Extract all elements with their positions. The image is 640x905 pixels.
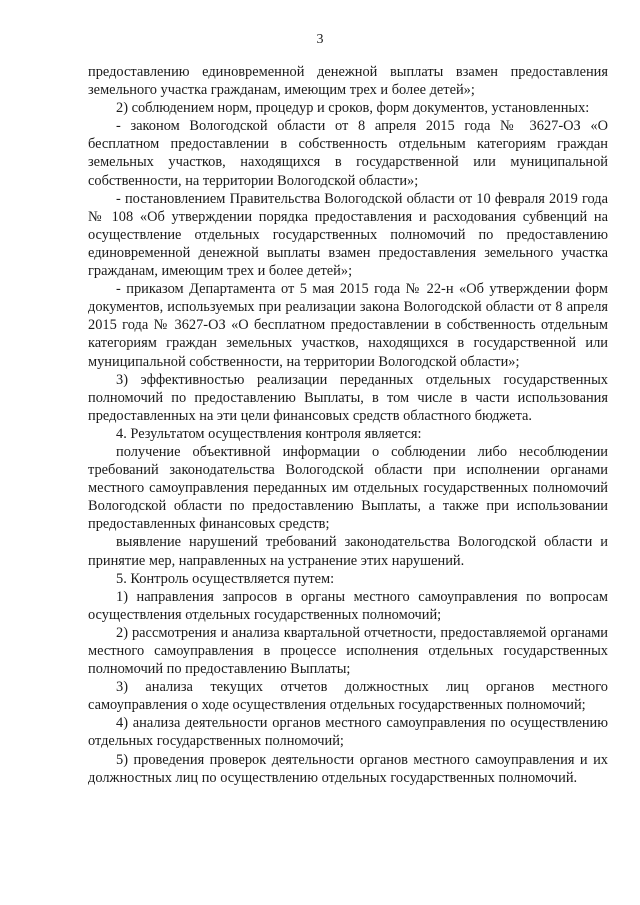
paragraph: 2) соблюдением норм, процедур и сроков, форм документов, установленных: [116, 100, 590, 117]
paragraph: - приказом Департамента от 5 мая 2015 года № 22-н «Об утверждении форм документов, используемых при реализации закона Вологодской области от 8 апреля 2015 года № 3627-ОЗ «О бесплатном предоставлении в собственность отдельным категориям граждан земельных участков, находящихся в государственной или муниципальной собственности, на территории Вологодской области»; [88, 281, 608, 370]
paragraph: 3) анализа текущих отчетов должностных лиц органов местного самоуправления о ходе осуществления отдельных государственных полномочий; [88, 679, 608, 714]
paragraph: предоставлению единовременной денежной выплаты взамен предоставления земельного участка гражданам, имеющим трех и более детей»; [88, 64, 608, 99]
paragraph: получение объективной информации о соблюдении либо несоблюдении требований законодательства Вологодской области при исполнении органами местного самоуправления переданных им отдельных государственных полномочий Вологодской области по предоставлению Выплаты, а также при использовании предоставленных финансовых средств; [88, 443, 608, 533]
paragraph: 1) направления запросов в органы местного самоуправления по вопросам осуществления отдельных государственных полномочий; [88, 588, 608, 623]
paragraph: 2) рассмотрения и анализа квартальной отчетности, предоставляемой органами местного самоуправления в процессе исполнения отдельных государственных полномочий по предоставлению Выплаты; [88, 624, 608, 678]
paragraph: 4. Результатом осуществления контроля является: [116, 425, 422, 442]
paragraph: - постановлением Правительства Вологодской области от 10 февраля 2019 года № 108 «Об утверждении порядка предоставления и расходования субвенций на осуществление отдельных государственных полномочий по предоставлению единовременной денежной выплаты взамен предоставления земельного участка гражданам, имеющим трех и более детей»; [88, 190, 608, 280]
paragraph: 5. Контроль осуществляется путем: [116, 570, 335, 587]
paragraph: 4) анализа деятельности органов местного самоуправления по осуществлению отдельных государственных полномочий; [88, 715, 608, 750]
paragraph: 3) эффективностью реализации переданных отдельных государственных полномочий по предоставлению Выплаты, в том числе в части использования предоставленных на эти цели финансовых средств областного бюджета. [88, 371, 608, 424]
paragraph: - законом Вологодской области от 8 апреля 2015 года № 3627-ОЗ «О бесплатном предоставлении в собственность отдельным категориям граждан земельных участков, находящихся в государственной или муниципальной собственности, на территории Вологодской области»; [88, 118, 608, 189]
document-body [88, 63, 608, 787]
paragraph: 5) проведения проверок деятельности органов местного самоуправления и их должностных лиц по осуществлению отдельных государственных полномочий. [88, 751, 608, 786]
page-number: 3 [316, 32, 324, 47]
paragraph: выявление нарушений требований законодательства Вологодской области и принятие мер, направленных на устранение этих нарушений. [88, 534, 608, 569]
